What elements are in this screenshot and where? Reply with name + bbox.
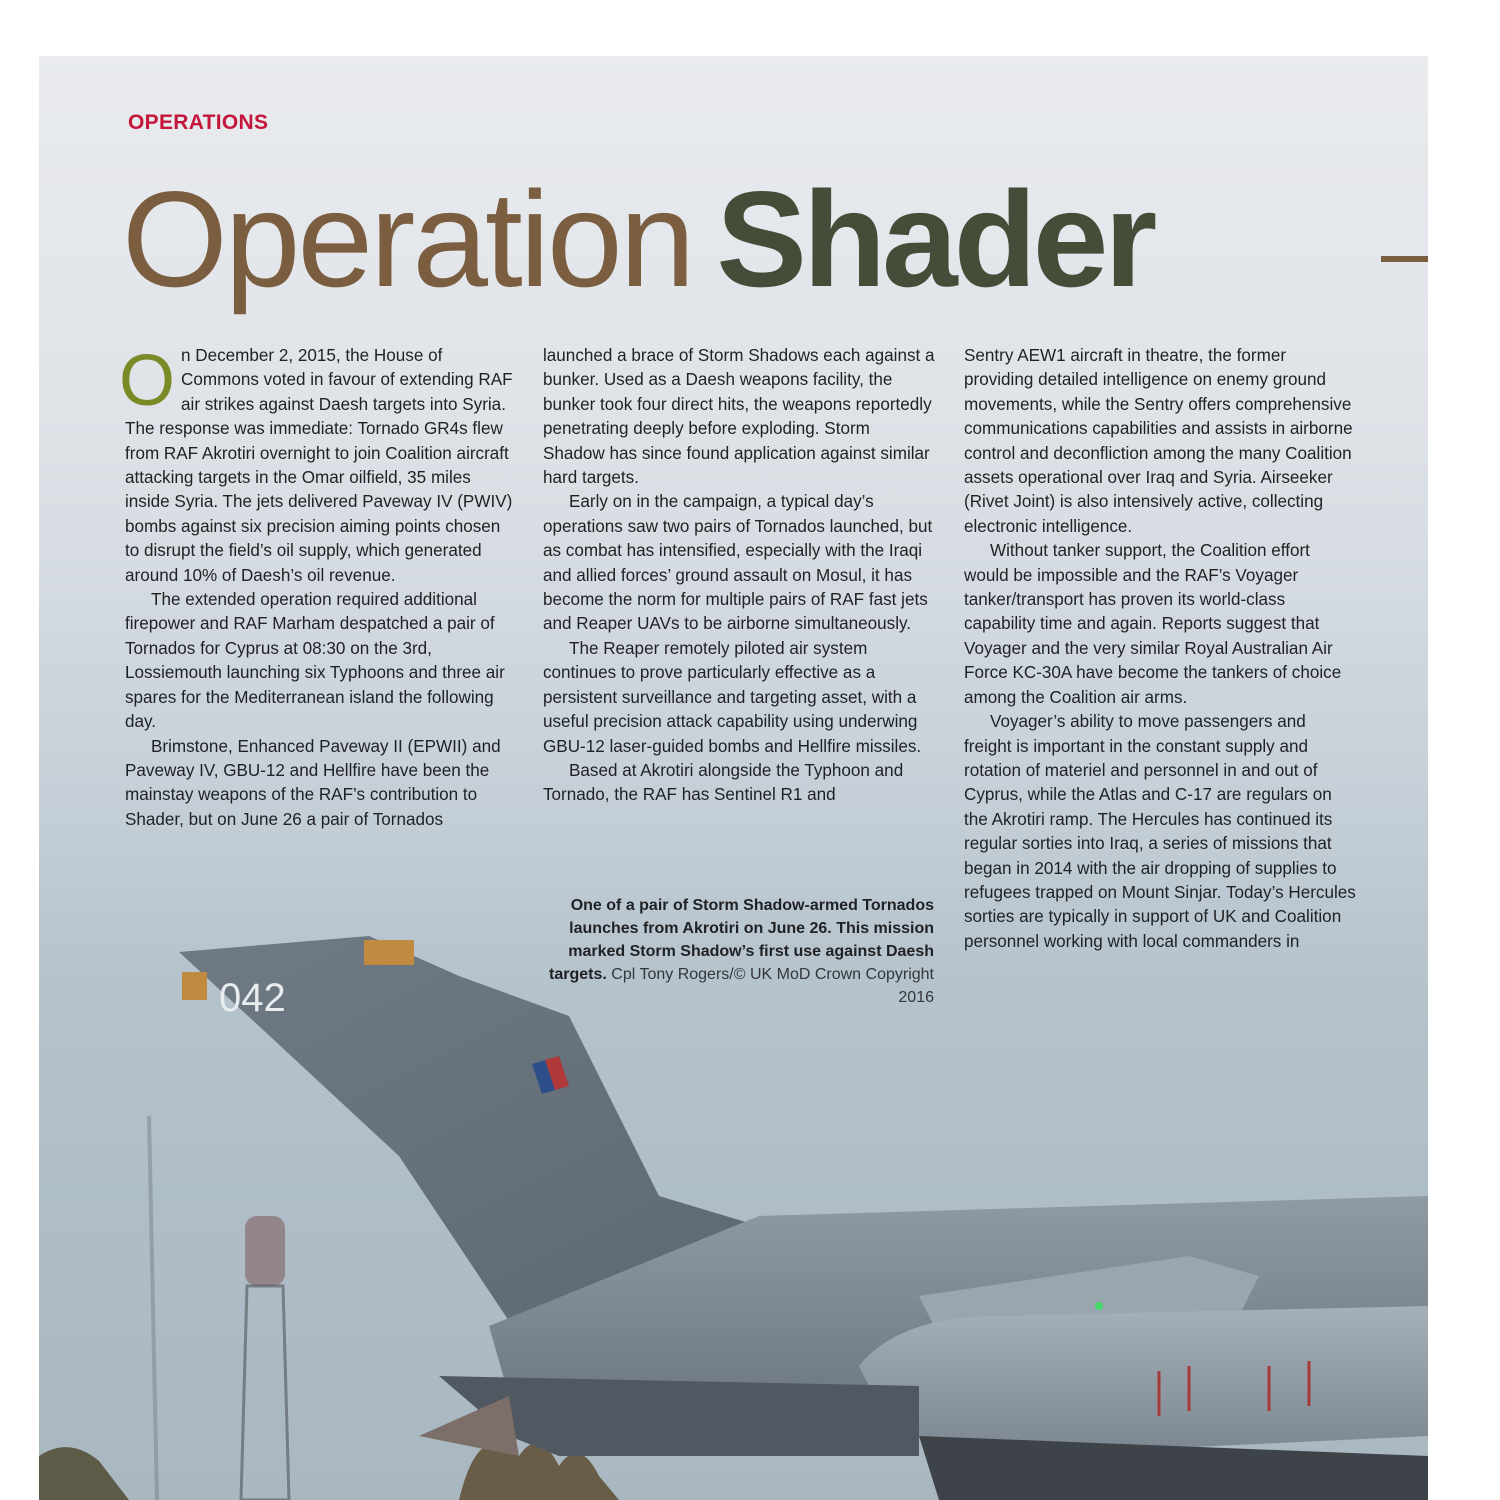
drop-cap: O xyxy=(119,341,176,421)
article-column-1 xyxy=(119,341,517,832)
section-label: OPERATIONS xyxy=(128,111,269,134)
title-light: Operation xyxy=(122,163,693,315)
paragraph: On December 2, 2015, the House of Commons voted in favour of extending RAF air strikes against Daesh targets into Syria. The response was immediate: Tornado GR4s flew from RAF Akrotiri overnight to join Coalition aircraft attacking targets in the Omar oilfield, 35 miles inside Syria. The jets delivered Paveway IV (PWIV) bombs against six precision aiming points chosen to disrupt the field’s oil supply, which generated around 10% of Daesh’s oil revenue. xyxy=(119,341,513,585)
paragraph: launched a brace of Storm Shadows each against a bunker. Used as a Daesh weapons facility, the bunker took four direct hits, the weapons reportedly penetrating deeply before exploding. Storm Shadow has since found application against similar hard targets. xyxy=(543,346,935,488)
caption-text: One of a pair of Storm Shadow-armed Tornados launches from Akrotiri on June 26. This mission marked Storm Shadow’s first use against Daesh targets. xyxy=(549,897,934,983)
title-bold: Shader xyxy=(716,163,1154,315)
paragraph: The extended operation required additional firepower and RAF Marham despatched a pair of Tornados for Cyprus at 08:30 on the 3rd, Lossiemouth launching six Typhoons and three air spares for the Mediterranean island the following day. xyxy=(125,590,505,732)
page-title xyxy=(122,154,1153,324)
magazine-page xyxy=(39,56,1428,1500)
article-column-2 xyxy=(543,344,935,808)
title-dash xyxy=(1381,256,1428,262)
paragraph: Based at Akrotiri alongside the Typhoon and Tornado, the RAF has Sentinel R1 and xyxy=(543,760,904,805)
paragraph: Without tanker support, the Coalition effort would be impossible and the RAF’s Voyager tanker/transport has proven its world-class capability time and again. Reports suggest that Voyager and the very similar Royal Australian Air Force KC-30A have become the tankers of choice among the Coalition air arms. xyxy=(964,541,1342,707)
article-column-3 xyxy=(964,344,1356,954)
drop-tank xyxy=(859,1306,1428,1456)
paragraph: The Reaper remotely piloted air system continues to prove particularly effective as a persistent surveillance and targeting asset, with a useful precision attack capability using underwing GBU-12 laser-guided bombs and Hellfire missiles. xyxy=(543,638,922,756)
paragraph: Brimstone, Enhanced Paveway II (EPWII) and Paveway IV, GBU-12 and Hellfire have been the mainstay weapons of the RAF’s contribution to Shader, but on June 26 a pair of Tornados xyxy=(125,736,501,829)
paragraph: Sentry AEW1 aircraft in theatre, the former providing detailed intelligence on enemy ground movements, while the Sentry offers comprehensive communications capabilities and assists in airborne control and deconfliction among the many Coalition assets operational over Iraq and Syria. Airseeker (Rivet Joint) is also intensively active, collecting electronic intelligence. xyxy=(964,346,1353,536)
tail-number: 042 xyxy=(219,976,286,1020)
photo-caption xyxy=(544,894,934,1009)
paragraph: Early on in the campaign, a typical day’s operations saw two pairs of Tornados launched, but as combat has intensified, especially with the Iraqi and allied forces’ ground assault on Mosul, it has become the norm for multiple pairs of RAF fast jets and Reaper UAVs to be airborne simultaneously. xyxy=(543,492,933,634)
photo-credit: Cpl Tony Rogers/© UK MoD Crown Copyright 2016 xyxy=(611,966,934,1006)
paragraph: Voyager’s ability to move passengers and freight is important in the constant supply and rotation of materiel and personnel in and out of Cyprus, while the Atlas and C-17 are regulars on the Akrotiri ramp. The Hercules has continued its regular sorties into Iraq, a series of missions that began in 2014 with the air dropping of supplies to refugees trapped on Mount Sinjar. Today’s Hercules sorties are typically in support of UK and Coalition personnel working with local commanders in xyxy=(964,712,1356,951)
tower-top xyxy=(245,1216,285,1286)
